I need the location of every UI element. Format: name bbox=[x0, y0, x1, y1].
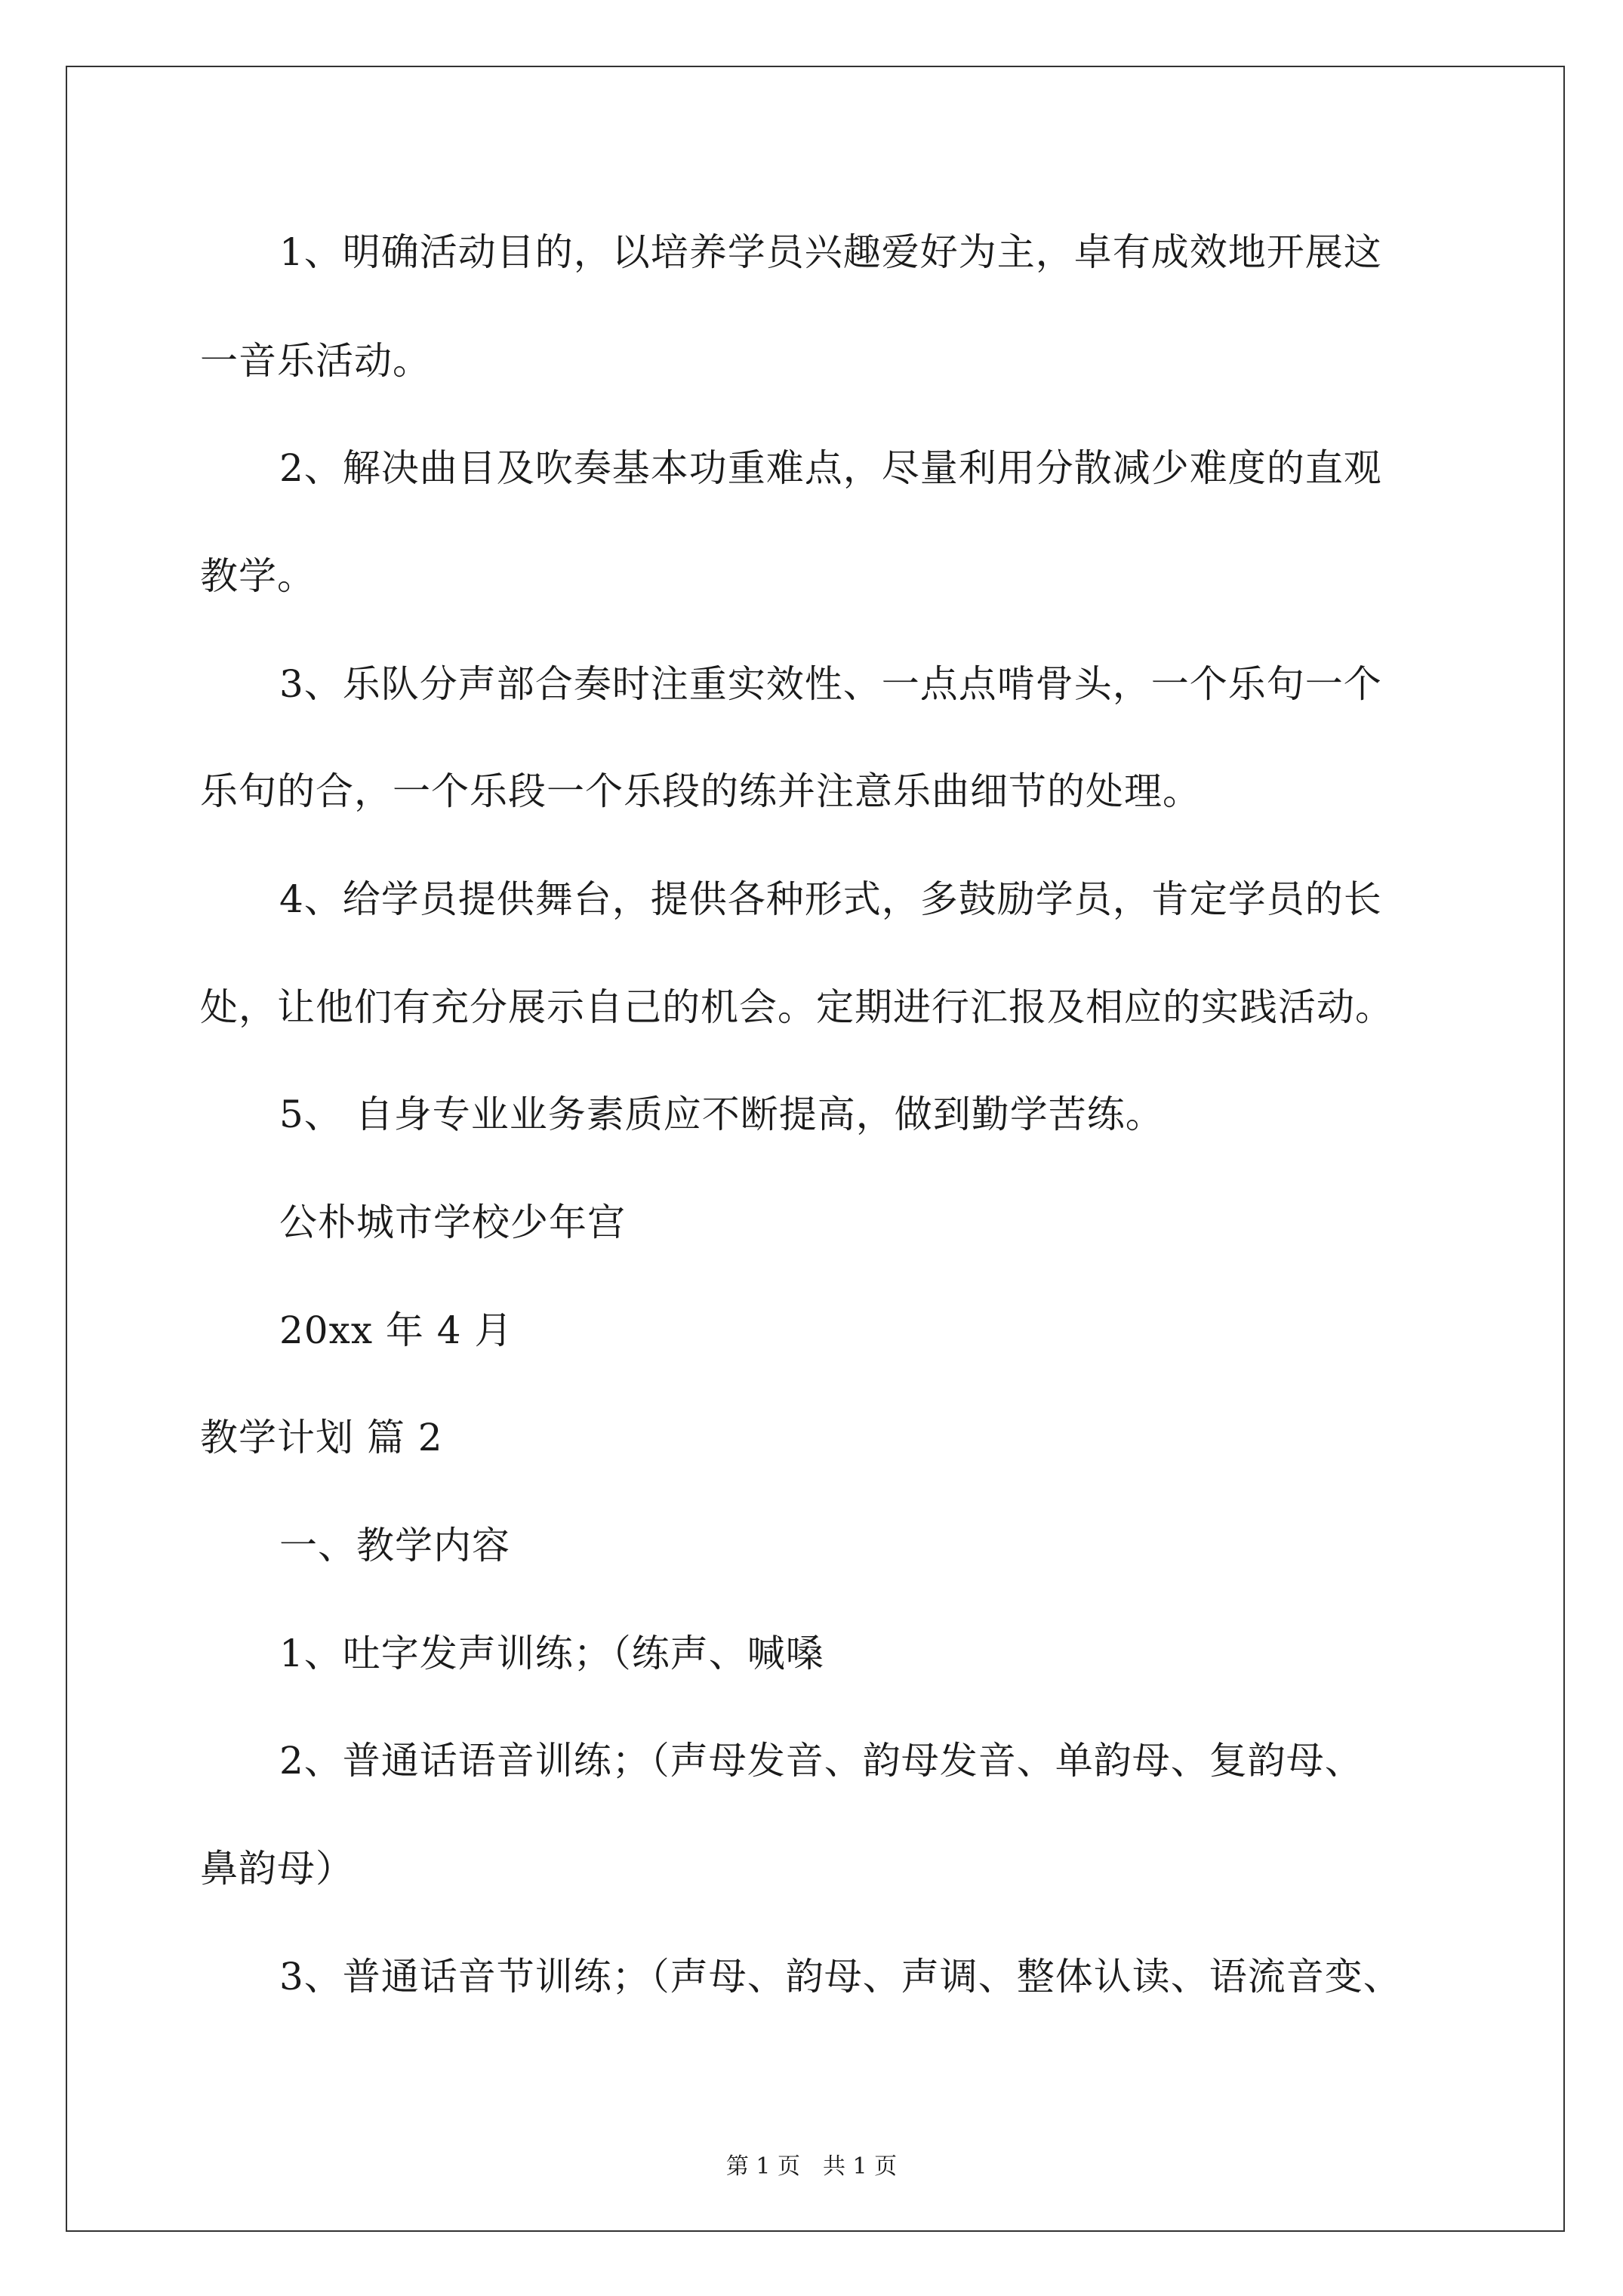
content-item-2-line-2: 鼻韵母） bbox=[200, 1847, 354, 1891]
paragraph-3-line-1: 3、乐队分声部合奏时注重实效性、一点点啃骨头，一个乐句一个 bbox=[279, 662, 1382, 706]
paragraph-3-line-2: 乐句的合，一个乐段一个乐段的练并注意乐曲细节的处理。 bbox=[200, 769, 1201, 813]
signature-date: 20xx 年 4 月 bbox=[279, 1308, 513, 1352]
page-frame bbox=[66, 66, 1565, 2232]
page-number-footer: 第 1 页 共 1 页 bbox=[725, 2153, 898, 2180]
paragraph-4-line-2: 处，让他们有充分展示自己的机会。定期进行汇报及相应的实践活动。 bbox=[200, 985, 1394, 1029]
paragraph-2-line-2: 教学。 bbox=[200, 554, 316, 598]
paragraph-1-line-2: 一音乐活动。 bbox=[200, 339, 431, 383]
content-item-2-line-1: 2、普通话语音训练；（声母发音、韵母发音、单韵母、复韵母、 bbox=[279, 1739, 1363, 1783]
paragraph-2-line-1: 2、解决曲目及吹奏基本功重难点，尽量利用分散减少难度的直观 bbox=[279, 446, 1382, 490]
section-heading: 教学计划 篇 2 bbox=[200, 1416, 443, 1459]
content-item-1: 1、吐字发声训练；（练声、喊嗓 bbox=[279, 1632, 824, 1675]
subheading-teaching-content: 一、教学内容 bbox=[279, 1524, 510, 1567]
content-item-3-line-1: 3、普通话音节训练；（声母、韵母、声调、整体认读、语流音变、 bbox=[279, 1955, 1402, 1999]
signature-organization: 公朴城市学校少年宫 bbox=[279, 1200, 626, 1244]
paragraph-4-line-1: 4、给学员提供舞台，提供各种形式，多鼓励学员，肯定学员的长 bbox=[279, 877, 1382, 921]
paragraph-5: 5、 自身专业业务素质应不断提高，做到勤学苦练。 bbox=[279, 1093, 1164, 1136]
paragraph-1-line-1: 1、明确活动目的，以培养学员兴趣爱好为主，卓有成效地开展这 bbox=[279, 230, 1382, 274]
